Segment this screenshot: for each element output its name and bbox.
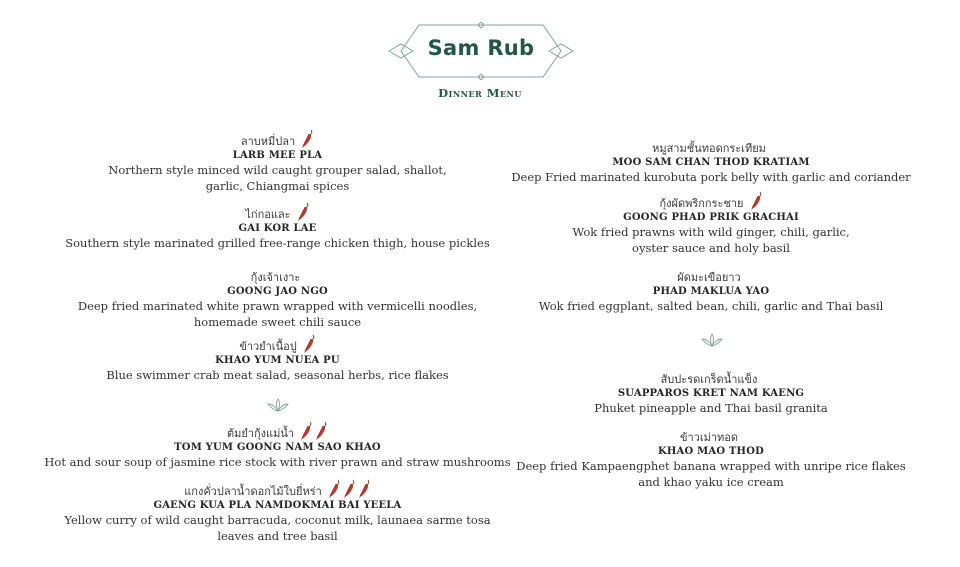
chili-rating — [748, 191, 763, 211]
dish-name: GAENG KUA PLA NAMDOKMAI BAI YEELA — [153, 500, 402, 511]
chili-rating — [326, 479, 371, 499]
dish-description: Southern style marinated grilled free-range chicken thigh, house pickles — [65, 236, 490, 250]
dish-description: Hot and sour soup of jasmine rice stock with river prawn and straw mushrooms — [44, 455, 511, 469]
dish-suapparos-kret — [490, 372, 932, 417]
dish-thai-name: ลาบหมี่ปลา — [240, 135, 296, 148]
dish-phad-maklua-yao — [490, 270, 932, 315]
chili-pepper-icon — [342, 479, 356, 499]
dish-khao-mao-thod — [490, 430, 932, 490]
dish-khao-yum-nuea-pu — [40, 339, 515, 384]
menu-subtitle: Dinner Menu — [438, 86, 522, 100]
chili-pepper-icon — [327, 479, 341, 499]
dish-description: Deep Fried marinated kurobuta pork belly with garlic and coriander — [511, 170, 911, 184]
dish-name: KHAO MAO THOD — [658, 446, 764, 457]
leaf-ornament-icon — [701, 333, 723, 347]
dish-name: MOO SAM CHAN THOD KRATIAM — [612, 157, 810, 168]
dish-larb-mee-pla — [40, 134, 515, 194]
chili-pepper-icon — [357, 479, 371, 499]
dish-description: Yellow curry of wild caught barracuda, coconut milk, launaea sarme tosa leaves and tree basil — [64, 513, 491, 543]
chili-pepper-icon — [296, 202, 310, 222]
dish-name: GOONG JAO NGO — [227, 286, 328, 297]
chili-pepper-icon — [302, 334, 316, 354]
dish-name: SUAPPAROS KRET NAM KAENG — [617, 388, 805, 399]
dish-gaeng-kua-pla — [40, 484, 515, 544]
dish-name: TOM YUM GOONG NAM SAO KHAO — [174, 442, 381, 453]
dish-description: Phuket pineapple and Thai basil granita — [594, 401, 828, 415]
chili-rating — [299, 129, 314, 149]
dish-description: Deep fried marinated white prawn wrapped with vermicelli noodles, homemade sweet chili sauce — [77, 299, 478, 329]
dish-name: GAI KOR LAE — [238, 223, 317, 234]
dish-description: Northern style minced wild caught grouper salad, shallot, garlic, Chiangmai spices — [108, 163, 447, 193]
dish-thai-name: ข้าวยำเนื้อปู — [239, 340, 297, 353]
chili-rating — [301, 334, 316, 354]
dish-thai-name: ต้มยำกุ้งแม่น้ำ — [226, 427, 295, 440]
chili-pepper-icon — [299, 421, 313, 441]
dish-thai-name: ผัดมะเขือยาว — [677, 271, 741, 284]
chili-rating — [295, 202, 310, 222]
dish-description: Blue swimmer crab meat salad, seasonal herbs, rice flakes — [106, 368, 449, 382]
dish-name: LARB MEE PLA — [232, 150, 323, 161]
chili-rating — [298, 421, 328, 441]
dish-name: PHAD MAKLUA YAO — [652, 286, 770, 297]
chili-pepper-icon — [314, 421, 328, 441]
chili-pepper-icon — [749, 191, 763, 211]
dish-thai-name: หมูสามชั้นทอดกระเทียม — [652, 142, 766, 155]
dish-description: Deep fried Kampaengphet banana wrapped with unripe rice flakes and khao yaku ice cream — [516, 459, 906, 489]
dish-name: GOONG PHAD PRIK GRACHAI — [623, 212, 799, 223]
brand-frame — [387, 22, 575, 80]
dish-description: Wok fried eggplant, salted bean, chili, garlic and Thai basil — [538, 299, 884, 313]
dish-moo-sam-chan — [490, 141, 932, 186]
dish-description: Wok fried prawns with wild ginger, chili, garlic, oyster sauce and holy basil — [572, 225, 850, 255]
dish-thai-name: สับปะรดเกร็ดน้ำแข็ง — [660, 373, 758, 386]
dish-thai-name: ไก่กอและ — [245, 208, 291, 221]
dish-tom-yum-goong — [40, 426, 515, 471]
brand-name: Sam Rub — [427, 36, 535, 60]
dish-thai-name: กุ้งผัดพริกกระชาย — [659, 197, 744, 210]
dish-thai-name: กุ้งเจ้าเงาะ — [250, 271, 301, 284]
dish-goong-jao-ngo — [40, 270, 515, 330]
chili-pepper-icon — [300, 129, 314, 149]
dish-gai-kor-lae — [40, 207, 515, 252]
dish-thai-name: ข้าวเม่าทอด — [679, 431, 739, 444]
dish-goong-phad-prik — [490, 196, 932, 256]
dish-name: KHAO YUM NUEA PU — [215, 355, 340, 366]
dish-thai-name: แกงคั่วปลาน้ำดอกไม้ใบยี่หร่า — [184, 485, 322, 498]
leaf-ornament-icon — [267, 398, 289, 412]
